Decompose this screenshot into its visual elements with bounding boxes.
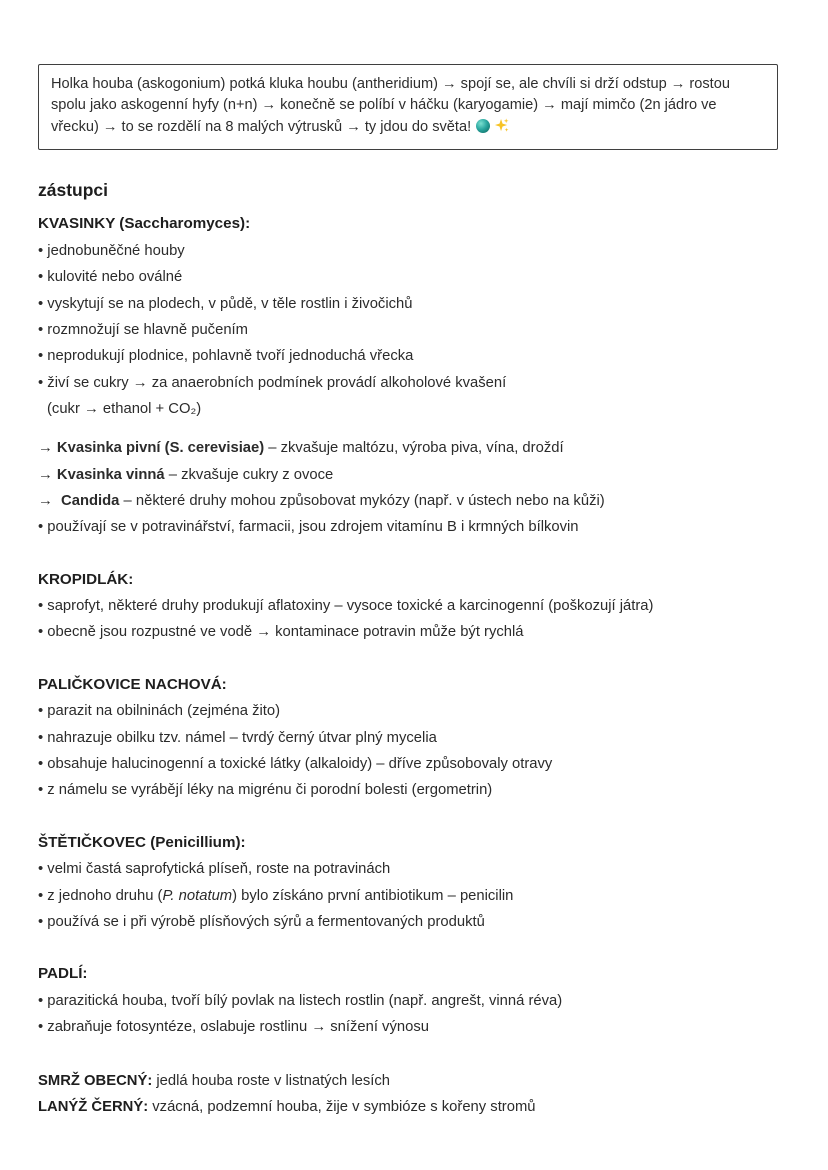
list-item: • rozmnožují se hlavně pučením	[38, 317, 802, 343]
list-item: • obsahuje halucinogenní a toxické látky (alkaloidy) – dříve způsobovaly otravy	[38, 751, 802, 777]
list-item: • nahrazuje obilku tzv. námel – tvrdý černý útvar plný mycelia	[38, 725, 802, 751]
list-item: • jednobuněčné houby	[38, 238, 802, 264]
entry-label: LANÝŽ ČERNÝ:	[38, 1098, 149, 1115]
species-name: Candida	[61, 492, 120, 509]
species-item	[38, 462, 802, 488]
globe-emoji-icon	[476, 119, 490, 133]
list-item: • velmi častá saprofytická plíseň, roste na potravinách	[38, 856, 802, 882]
entry-smrz	[38, 1068, 802, 1094]
list-item-continuation: (cukr → ethanol + CO₂)	[47, 400, 202, 417]
sparkles-emoji-icon	[494, 118, 509, 140]
section-heading-kvasinky: KVASINKY (Saccharomyces):	[38, 215, 251, 233]
species-name: Kvasinka vinná	[56, 466, 165, 483]
section-kropidlak	[38, 567, 802, 646]
section-other-species	[38, 1068, 802, 1121]
palickovice-bullet-list	[38, 698, 802, 803]
list-item: • neprodukují plodnice, pohlavně tvoří jednoduchá vřecka	[38, 343, 802, 369]
species-name: Kvasinka pivní (S. cerevisiae)	[56, 440, 265, 457]
section-stetickovec	[38, 830, 802, 936]
list-item: • parazit na obilninách (zejména žito)	[38, 698, 802, 724]
list-item: • kulovité nebo oválné	[38, 264, 802, 290]
page-title: zástupci	[38, 180, 109, 201]
species-desc: – zkvašuje maltózu, výroba piva, vína, droždí	[264, 440, 564, 457]
intro-box	[38, 64, 778, 150]
list-item: • obecně jsou rozpustné ve vodě → kontaminace potravin může být rychlá	[38, 619, 802, 645]
species-desc: – zkvašuje cukry z ovoce	[164, 466, 334, 483]
species-item	[38, 488, 802, 514]
entry-label: SMRŽ OBECNÝ:	[38, 1072, 153, 1089]
species-desc: – některé druhy mohou způsobovat mykózy (např. v ústech nebo na kůži)	[119, 492, 605, 509]
kvasinky-species-list	[38, 435, 802, 514]
list-item: • parazitická houba, tvoří bílý povlak na listech rostlin (např. angrešt, vinná réva)	[38, 988, 802, 1014]
list-item	[38, 883, 802, 909]
entry-text: vzácná, podzemní houba, žije v symbióze s kořeny stromů	[148, 1098, 536, 1115]
list-item: • živí se cukry → za anaerobních podmínek provádí alkoholové kvašení	[38, 370, 802, 396]
section-heading-kropidlak: KROPIDLÁK:	[38, 570, 134, 588]
padli-bullet-list	[38, 988, 802, 1041]
kropidlak-bullet-list	[38, 593, 802, 646]
list-item: • používají se v potravinářství, farmacii, jsou zdrojem vitamínu B i krmných bílkovin	[38, 514, 802, 540]
section-padli	[38, 961, 802, 1040]
bullet-text-pre: z jednoho druhu (	[47, 887, 163, 904]
section-heading-padli: PADLÍ:	[38, 965, 88, 983]
kvasinky-bullet-list	[38, 238, 802, 396]
stetickovec-bullet-list	[38, 856, 802, 935]
bullet-text-post: ) bylo získáno první antibiotikum – penicilin	[232, 887, 514, 904]
species-item	[38, 435, 802, 461]
section-heading-stetickovec: ŠTĚTIČKOVEC (Penicillium):	[38, 833, 246, 851]
latin-species-name: P. notatum	[162, 887, 233, 904]
entry-text: jedlá houba roste v listnatých lesích	[152, 1072, 390, 1089]
intro-text: Holka houba (askogonium) potká kluka houbu (antheridium) → spojí se, ale chvíli si drží odstup → rostou spolu jako askogenní hyfy (n+n) → konečně se políbí v háčku (karyogamie) → mají mimčo (2n jádro ve vřecku) → to se rozdělí na 8 malých výtrusků → ty jdou do světa!	[51, 76, 730, 135]
entry-lanyz	[38, 1094, 802, 1120]
list-item: • vyskytují se na plodech, v půdě, v těle rostlin i živočichů	[38, 291, 802, 317]
section-palickovice	[38, 672, 802, 804]
section-heading-palickovice: PALIČKOVICE NACHOVÁ:	[38, 675, 227, 693]
list-item: • z námelu se vyrábějí léky na migrénu či porodní bolesti (ergometrin)	[38, 777, 802, 803]
section-kvasinky	[38, 211, 802, 540]
list-item: • používá se i při výrobě plísňových sýrů a fermentovaných produktů	[38, 909, 802, 935]
list-item: • zabraňuje fotosyntéze, oslabuje rostlinu → snížení výnosu	[38, 1014, 802, 1040]
list-item: • saprofyt, některé druhy produkují aflatoxiny – vysoce toxické a karcinogenní (poškozují játra)	[38, 593, 802, 619]
